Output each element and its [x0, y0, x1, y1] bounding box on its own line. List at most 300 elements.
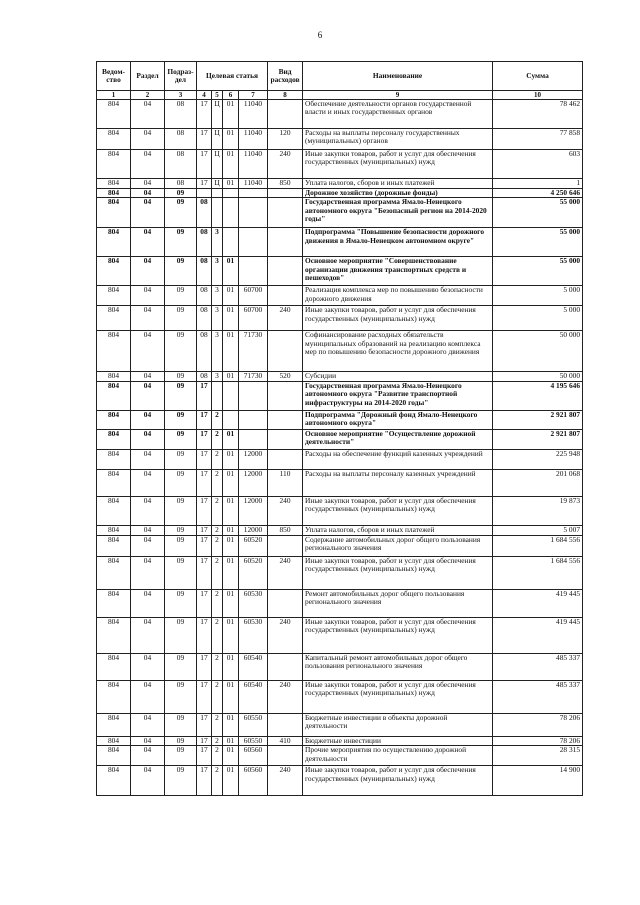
cell-name: Подпрограмма "Дорожный фонд Ямало-Ненецкого автономного округа"	[303, 410, 493, 429]
cell-program: 17	[197, 381, 212, 410]
cell-direction: 12000	[239, 496, 268, 525]
cell-direction: 11040	[239, 100, 268, 129]
cell-event: 01	[223, 129, 239, 150]
cell-amount: 485 337	[493, 653, 583, 680]
cell-section: 04	[131, 179, 165, 189]
cell-amount: 55 000	[493, 257, 583, 286]
col-number: 4	[197, 91, 212, 100]
col-number: 6	[223, 91, 239, 100]
cell-name: Уплата налогов, сборов и иных платежей	[303, 179, 493, 189]
cell-exp-type	[268, 331, 303, 372]
cell-direction: 60550	[239, 736, 268, 745]
cell-section: 04	[131, 372, 165, 381]
cell-name: Государственная программа Ямало-Ненецкого автономного округа "Развитие транспортной инфраструктуры на 2014-2020 годы"	[303, 381, 493, 410]
cell-exp-type	[268, 189, 303, 198]
table-row	[97, 653, 583, 680]
cell-dept: 804	[97, 766, 131, 796]
cell-event: 01	[223, 713, 239, 736]
col-number: 9	[303, 91, 493, 100]
cell-section: 04	[131, 228, 165, 257]
cell-event: 01	[223, 617, 239, 653]
cell-event: 01	[223, 736, 239, 745]
cell-subprogram: 2	[212, 713, 223, 736]
cell-name: Обеспечение деятельности органов государственной власти и иных государственных органов	[303, 100, 493, 129]
cell-subsection: 09	[165, 257, 197, 286]
cell-section: 04	[131, 381, 165, 410]
cell-dept: 804	[97, 617, 131, 653]
cell-direction: 60700	[239, 286, 268, 306]
cell-amount: 201 068	[493, 469, 583, 496]
cell-exp-type	[268, 713, 303, 736]
cell-subprogram: 2	[212, 680, 223, 713]
cell-subsection: 09	[165, 306, 197, 331]
cell-program: 08	[197, 198, 212, 228]
table-row	[97, 496, 583, 525]
cell-subsection: 09	[165, 713, 197, 736]
cell-event	[223, 381, 239, 410]
cell-program: 08	[197, 306, 212, 331]
cell-program: 17	[197, 556, 212, 589]
cell-subprogram: 3	[212, 257, 223, 286]
cell-amount: 78 206	[493, 736, 583, 745]
table-row	[97, 381, 583, 410]
header-dept: Ведом-ство	[97, 62, 131, 91]
cell-name: Основное мероприятие "Совершенствование организации движения транспортных средств и пешеходов"	[303, 257, 493, 286]
col-number: 7	[239, 91, 268, 100]
cell-amount: 225 948	[493, 449, 583, 469]
cell-event: 01	[223, 469, 239, 496]
cell-direction: 60530	[239, 589, 268, 617]
cell-section: 04	[131, 331, 165, 372]
cell-exp-type: 240	[268, 150, 303, 179]
cell-subsection: 09	[165, 198, 197, 228]
cell-subprogram: 2	[212, 617, 223, 653]
header-name: Наименование	[303, 62, 493, 91]
cell-subsection: 09	[165, 331, 197, 372]
col-number: 3	[165, 91, 197, 100]
cell-exp-type	[268, 410, 303, 429]
col-number: 10	[493, 91, 583, 100]
table-row	[97, 372, 583, 381]
cell-exp-type: 240	[268, 680, 303, 713]
cell-amount: 485 337	[493, 680, 583, 713]
cell-event: 01	[223, 331, 239, 372]
cell-exp-type: 120	[268, 129, 303, 150]
cell-section: 04	[131, 257, 165, 286]
table-row	[97, 198, 583, 228]
cell-subsection: 09	[165, 381, 197, 410]
cell-subsection: 08	[165, 179, 197, 189]
cell-exp-type	[268, 535, 303, 556]
table-row	[97, 179, 583, 189]
cell-exp-type	[268, 228, 303, 257]
cell-exp-type	[268, 429, 303, 449]
table-row	[97, 410, 583, 429]
cell-amount: 1 684 556	[493, 556, 583, 589]
cell-exp-type: 240	[268, 617, 303, 653]
budget-table	[96, 61, 583, 796]
cell-dept: 804	[97, 496, 131, 525]
cell-subsection: 09	[165, 653, 197, 680]
cell-amount: 1 684 556	[493, 535, 583, 556]
cell-subprogram: 2	[212, 766, 223, 796]
cell-program: 17	[197, 766, 212, 796]
cell-name: Бюджетные инвестиции в объекты дорожной деятельности	[303, 713, 493, 736]
cell-section: 04	[131, 525, 165, 535]
cell-amount: 4 250 646	[493, 189, 583, 198]
table-row	[97, 286, 583, 306]
cell-subsection: 09	[165, 766, 197, 796]
cell-subsection: 09	[165, 429, 197, 449]
cell-subsection: 09	[165, 525, 197, 535]
cell-section: 04	[131, 556, 165, 589]
cell-event: 01	[223, 150, 239, 179]
cell-name: Основное мероприятие "Осуществление дорожной деятельности"	[303, 429, 493, 449]
cell-dept: 804	[97, 429, 131, 449]
cell-event: 01	[223, 746, 239, 766]
cell-exp-type: 410	[268, 736, 303, 745]
cell-subprogram: 2	[212, 746, 223, 766]
cell-dept: 804	[97, 228, 131, 257]
cell-program: 17	[197, 469, 212, 496]
cell-dept: 804	[97, 129, 131, 150]
cell-program	[197, 189, 212, 198]
cell-program: 08	[197, 331, 212, 372]
cell-subprogram: 2	[212, 469, 223, 496]
cell-amount: 78 206	[493, 713, 583, 736]
cell-event	[223, 189, 239, 198]
cell-amount: 28 315	[493, 746, 583, 766]
cell-exp-type: 520	[268, 372, 303, 381]
table-row	[97, 306, 583, 331]
cell-subsection: 08	[165, 129, 197, 150]
cell-program: 17	[197, 449, 212, 469]
cell-name: Иные закупки товаров, работ и услуг для обеспечения государственных (муниципальных) нужд	[303, 496, 493, 525]
cell-event: 01	[223, 589, 239, 617]
cell-event: 01	[223, 525, 239, 535]
cell-direction	[239, 257, 268, 286]
table-row	[97, 429, 583, 449]
cell-amount: 55 000	[493, 198, 583, 228]
cell-subsection: 09	[165, 449, 197, 469]
cell-dept: 804	[97, 286, 131, 306]
cell-event: 01	[223, 766, 239, 796]
cell-exp-type	[268, 589, 303, 617]
cell-exp-type	[268, 653, 303, 680]
cell-direction	[239, 381, 268, 410]
cell-exp-type	[268, 449, 303, 469]
table-row	[97, 129, 583, 150]
cell-dept: 804	[97, 469, 131, 496]
cell-exp-type: 850	[268, 525, 303, 535]
cell-event: 01	[223, 496, 239, 525]
cell-subsection: 09	[165, 372, 197, 381]
cell-dept: 804	[97, 189, 131, 198]
cell-event: 01	[223, 653, 239, 680]
cell-subprogram: 3	[212, 372, 223, 381]
cell-subprogram: 2	[212, 410, 223, 429]
cell-exp-type: 240	[268, 306, 303, 331]
cell-exp-type: 240	[268, 496, 303, 525]
table-row	[97, 257, 583, 286]
cell-subprogram: 2	[212, 589, 223, 617]
cell-subsection: 09	[165, 496, 197, 525]
cell-name: Содержание автомобильных дорог общего пользования регионального значения	[303, 535, 493, 556]
cell-direction: 60530	[239, 617, 268, 653]
cell-subprogram: 2	[212, 496, 223, 525]
cell-program: 17	[197, 410, 212, 429]
cell-dept: 804	[97, 535, 131, 556]
cell-amount: 4 195 646	[493, 381, 583, 410]
cell-section: 04	[131, 410, 165, 429]
table-row	[97, 713, 583, 736]
cell-program: 17	[197, 746, 212, 766]
table-row	[97, 228, 583, 257]
cell-direction	[239, 429, 268, 449]
cell-dept: 804	[97, 713, 131, 736]
table-row	[97, 766, 583, 796]
cell-program: 17	[197, 129, 212, 150]
cell-subprogram: Ц	[212, 100, 223, 129]
cell-subprogram: 3	[212, 306, 223, 331]
cell-section: 04	[131, 589, 165, 617]
cell-event: 01	[223, 535, 239, 556]
cell-program: 17	[197, 535, 212, 556]
cell-program: 17	[197, 100, 212, 129]
col-number: 8	[268, 91, 303, 100]
header-section: Раздел	[131, 62, 165, 91]
cell-dept: 804	[97, 198, 131, 228]
header-sum: Сумма	[493, 62, 583, 91]
table-row	[97, 469, 583, 496]
cell-section: 04	[131, 713, 165, 736]
cell-amount: 50 000	[493, 331, 583, 372]
cell-amount: 19 873	[493, 496, 583, 525]
cell-subsection: 09	[165, 535, 197, 556]
cell-subsection: 09	[165, 680, 197, 713]
cell-dept: 804	[97, 372, 131, 381]
cell-event: 01	[223, 680, 239, 713]
cell-name: Иные закупки товаров, работ и услуг для обеспечения государственных (муниципальных) нужд	[303, 556, 493, 589]
cell-name: Государственная программа Ямало-Ненецкого автономного округа "Безопасный регион на 2014-2020 годы"	[303, 198, 493, 228]
cell-dept: 804	[97, 653, 131, 680]
cell-section: 04	[131, 286, 165, 306]
cell-subprogram: 2	[212, 653, 223, 680]
cell-name: Реализация комплекса мер по повышению безопасности дорожного движения	[303, 286, 493, 306]
cell-dept: 804	[97, 381, 131, 410]
col-number: 1	[97, 91, 131, 100]
cell-amount: 77 858	[493, 129, 583, 150]
cell-exp-type: 240	[268, 556, 303, 589]
cell-event: 01	[223, 100, 239, 129]
cell-section: 04	[131, 469, 165, 496]
cell-direction: 60520	[239, 535, 268, 556]
cell-subprogram: 3	[212, 228, 223, 257]
cell-name: Ремонт автомобильных дорог общего пользования регионального значения	[303, 589, 493, 617]
cell-program: 17	[197, 736, 212, 745]
cell-direction: 11040	[239, 179, 268, 189]
cell-subsection: 09	[165, 469, 197, 496]
cell-program: 08	[197, 228, 212, 257]
cell-subprogram: 3	[212, 286, 223, 306]
cell-amount: 419 445	[493, 589, 583, 617]
cell-name: Бюджетные инвестиции	[303, 736, 493, 745]
cell-subprogram: 2	[212, 449, 223, 469]
cell-subprogram: Ц	[212, 129, 223, 150]
cell-program: 17	[197, 680, 212, 713]
cell-subprogram: 2	[212, 525, 223, 535]
cell-dept: 804	[97, 746, 131, 766]
column-number-row	[97, 91, 583, 100]
cell-direction: 60520	[239, 556, 268, 589]
cell-program: 17	[197, 617, 212, 653]
cell-subprogram	[212, 198, 223, 228]
cell-program: 17	[197, 713, 212, 736]
cell-subprogram	[212, 189, 223, 198]
table-row	[97, 736, 583, 745]
cell-event	[223, 228, 239, 257]
cell-event: 01	[223, 449, 239, 469]
cell-event: 01	[223, 286, 239, 306]
cell-subsection: 09	[165, 746, 197, 766]
cell-name: Расходы на выплаты персоналу казенных учреждений	[303, 469, 493, 496]
cell-amount: 1	[493, 179, 583, 189]
cell-subprogram: 2	[212, 429, 223, 449]
cell-dept: 804	[97, 525, 131, 535]
cell-subprogram: Ц	[212, 179, 223, 189]
cell-name: Иные закупки товаров, работ и услуг для обеспечения государственных (муниципальных) нужд	[303, 617, 493, 653]
cell-name: Дорожное хозяйство (дорожные фонды)	[303, 189, 493, 198]
cell-name: Капитальный ремонт автомобильных дорог общего пользования регионального значения	[303, 653, 493, 680]
table-row	[97, 100, 583, 129]
cell-section: 04	[131, 429, 165, 449]
header-subsection: Подраз-дел	[165, 62, 197, 91]
cell-name: Иные закупки товаров, работ и услуг для обеспечения государственных (муниципальных) нужд	[303, 150, 493, 179]
cell-event: 01	[223, 429, 239, 449]
cell-exp-type	[268, 381, 303, 410]
cell-program: 17	[197, 525, 212, 535]
cell-section: 04	[131, 496, 165, 525]
cell-direction: 60700	[239, 306, 268, 331]
cell-subsection: 09	[165, 286, 197, 306]
cell-subsection: 09	[165, 189, 197, 198]
cell-event: 01	[223, 257, 239, 286]
cell-event	[223, 410, 239, 429]
cell-exp-type: 850	[268, 179, 303, 189]
cell-subsection: 09	[165, 617, 197, 653]
cell-event: 01	[223, 556, 239, 589]
cell-direction: 12000	[239, 469, 268, 496]
cell-event: 01	[223, 306, 239, 331]
cell-direction: 60550	[239, 713, 268, 736]
cell-name: Расходы на выплаты персоналу государственных (муниципальных) органов	[303, 129, 493, 150]
header-target: Целевая статья	[197, 62, 268, 91]
cell-section: 04	[131, 680, 165, 713]
cell-direction: 12000	[239, 449, 268, 469]
cell-exp-type	[268, 100, 303, 129]
table-row	[97, 746, 583, 766]
table-row	[97, 449, 583, 469]
cell-exp-type: 110	[268, 469, 303, 496]
cell-dept: 804	[97, 680, 131, 713]
cell-subsection: 09	[165, 556, 197, 589]
cell-section: 04	[131, 198, 165, 228]
cell-amount: 14 900	[493, 766, 583, 796]
cell-direction: 60540	[239, 680, 268, 713]
cell-exp-type	[268, 746, 303, 766]
cell-section: 04	[131, 617, 165, 653]
col-number: 5	[212, 91, 223, 100]
cell-dept: 804	[97, 410, 131, 429]
cell-direction	[239, 410, 268, 429]
cell-direction: 71730	[239, 331, 268, 372]
cell-subsection: 08	[165, 100, 197, 129]
cell-dept: 804	[97, 589, 131, 617]
cell-program: 17	[197, 150, 212, 179]
cell-section: 04	[131, 535, 165, 556]
cell-dept: 804	[97, 100, 131, 129]
cell-direction: 60540	[239, 653, 268, 680]
cell-exp-type	[268, 257, 303, 286]
cell-subprogram	[212, 381, 223, 410]
cell-dept: 804	[97, 449, 131, 469]
cell-section: 04	[131, 150, 165, 179]
cell-direction: 11040	[239, 150, 268, 179]
cell-section: 04	[131, 746, 165, 766]
cell-section: 04	[131, 189, 165, 198]
cell-subsection: 09	[165, 228, 197, 257]
cell-section: 04	[131, 449, 165, 469]
table-row	[97, 589, 583, 617]
cell-amount: 5 000	[493, 306, 583, 331]
cell-amount: 5 007	[493, 525, 583, 535]
cell-subprogram: 2	[212, 736, 223, 745]
cell-amount: 2 921 807	[493, 429, 583, 449]
cell-name: Иные закупки товаров, работ и услуг для обеспечения государственных (муниципальных) нужд	[303, 766, 493, 796]
cell-dept: 804	[97, 556, 131, 589]
cell-section: 04	[131, 736, 165, 745]
cell-event	[223, 198, 239, 228]
cell-subsection: 09	[165, 589, 197, 617]
cell-dept: 804	[97, 179, 131, 189]
cell-exp-type	[268, 286, 303, 306]
cell-name: Софинансирование расходных обязательств муниципальных образований на реализацию комплекса мер по повышению безопасности дорожного движения	[303, 331, 493, 372]
cell-program: 17	[197, 179, 212, 189]
table-row	[97, 617, 583, 653]
cell-dept: 804	[97, 331, 131, 372]
cell-direction	[239, 189, 268, 198]
cell-amount: 50 000	[493, 372, 583, 381]
cell-section: 04	[131, 306, 165, 331]
cell-amount: 78 462	[493, 100, 583, 129]
cell-subsection: 08	[165, 150, 197, 179]
cell-direction	[239, 198, 268, 228]
cell-name: Субсидии	[303, 372, 493, 381]
col-number: 2	[131, 91, 165, 100]
cell-program: 17	[197, 496, 212, 525]
cell-direction: 71730	[239, 372, 268, 381]
cell-subsection: 09	[165, 410, 197, 429]
table-row	[97, 189, 583, 198]
cell-subsection: 09	[165, 736, 197, 745]
cell-program: 17	[197, 589, 212, 617]
cell-direction: 60560	[239, 766, 268, 796]
table-row	[97, 331, 583, 372]
cell-direction: 11040	[239, 129, 268, 150]
cell-amount: 2 921 807	[493, 410, 583, 429]
cell-amount: 419 445	[493, 617, 583, 653]
cell-program: 08	[197, 257, 212, 286]
